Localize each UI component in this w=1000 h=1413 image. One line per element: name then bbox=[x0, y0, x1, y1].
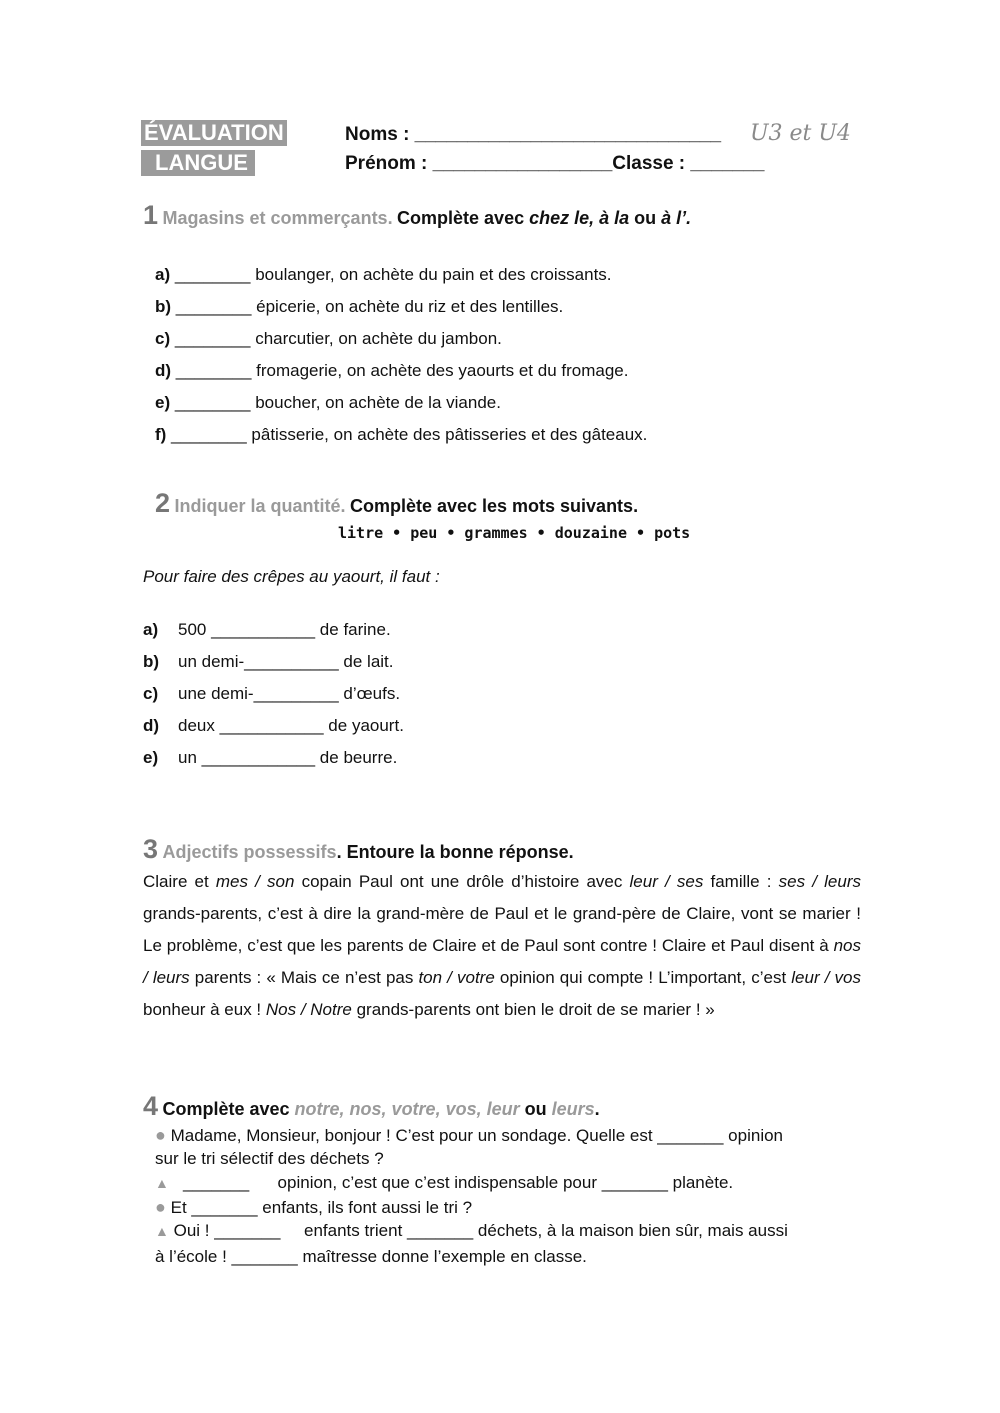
section2-heading bbox=[155, 488, 638, 519]
s4-line-text: à l’école ! _______ maîtresse donne l’exemple en classe. bbox=[155, 1247, 587, 1266]
s2-text-a: 500 ___________ de farine. bbox=[178, 620, 391, 639]
s4-line-4[interactable] bbox=[155, 1197, 472, 1218]
s3-choice-5[interactable]: ton / votre bbox=[418, 968, 495, 987]
s4-line-text: sur le tri sélectif des déchets ? bbox=[155, 1149, 384, 1168]
triangle-bullet-icon: ▲ bbox=[155, 1175, 169, 1191]
s1-item-b[interactable] bbox=[155, 297, 563, 317]
section2-instruction: Complète avec les mots suivants. bbox=[349, 496, 639, 516]
s4-or: ou bbox=[519, 1099, 552, 1119]
s4-line-text: Madame, Monsieur, bonjour ! C’est pour un sondage. Quelle est _______ opinion bbox=[170, 1126, 784, 1145]
s2-text-b: un demi-__________ de lait. bbox=[178, 652, 394, 671]
s3-choice-1[interactable]: mes / son bbox=[215, 872, 295, 891]
s3-text: parents : « Mais ce n’est pas bbox=[189, 968, 419, 987]
s1-item-e[interactable] bbox=[155, 393, 501, 413]
s2-item-d[interactable] bbox=[143, 716, 404, 736]
s1-inst-last: à l’. bbox=[661, 208, 692, 228]
circle-bullet-icon: ● bbox=[155, 1197, 166, 1217]
s1-text-a: ________ boulanger, on achète du pain et des croissants. bbox=[170, 265, 612, 284]
prenom-label: Prénom : _________________ bbox=[345, 153, 613, 174]
s4-line-6[interactable] bbox=[155, 1247, 587, 1267]
section1-title: Magasins et commerçants. bbox=[162, 208, 393, 228]
s1-text-c: ________ charcutier, on achète du jambon. bbox=[170, 329, 502, 348]
s1-inst-prefix: Complète avec bbox=[397, 208, 530, 228]
unit-note: U3 et U4 bbox=[750, 121, 851, 146]
s1-label-d: d) bbox=[155, 361, 172, 380]
s2-label-c: c) bbox=[143, 684, 159, 703]
s1-label-b: b) bbox=[155, 297, 172, 316]
s2-text-c: une demi-_________ d’œufs. bbox=[178, 684, 401, 703]
prenom-field[interactable] bbox=[345, 153, 764, 175]
s3-text: Claire et bbox=[143, 872, 216, 891]
section1-heading bbox=[143, 200, 691, 231]
s1-text-b: ________ épicerie, on achète du riz et des lentilles. bbox=[171, 297, 564, 316]
s2-text-d: deux ___________ de yaourt. bbox=[178, 716, 404, 735]
section3-number: 3 bbox=[143, 834, 159, 864]
s3-choice-3[interactable]: ses / leurs bbox=[778, 872, 861, 891]
s1-text-d: ________ fromagerie, on achète des yaourts et du fromage. bbox=[171, 361, 629, 380]
section2-intro: Pour faire des crêpes au yaourt, il faut : bbox=[143, 567, 440, 586]
s2-item-e[interactable] bbox=[143, 748, 397, 768]
s3-text: opinion qui compte ! L’important, c’est bbox=[494, 968, 792, 987]
s4-line-text: Oui ! _______ enfants trient _______ déchets, à la maison bien sûr, mais aussi bbox=[173, 1221, 788, 1240]
s3-choice-6[interactable]: leur / vos bbox=[791, 968, 861, 987]
s4-inst-prefix: Complète avec bbox=[162, 1099, 295, 1119]
s2-label-a: a) bbox=[143, 620, 159, 639]
s4-line-3[interactable] bbox=[155, 1173, 733, 1193]
word-bank: litre • peu • grammes • douzaine • pots bbox=[338, 524, 691, 542]
triangle-bullet-icon: ▲ bbox=[155, 1223, 169, 1239]
section3-instruction: . Entoure la bonne réponse. bbox=[336, 842, 574, 862]
s1-item-a[interactable] bbox=[155, 265, 612, 285]
s3-text: bonheur à eux ! bbox=[143, 1000, 266, 1019]
noms-field[interactable]: Noms : _____________________________ bbox=[345, 124, 722, 145]
s4-options: notre, nos, votre, vos, leur bbox=[294, 1099, 520, 1119]
section1-number: 1 bbox=[143, 200, 159, 230]
classe-label: Classe : _______ bbox=[612, 153, 765, 174]
s1-label-e: e) bbox=[155, 393, 171, 412]
s4-line-1[interactable] bbox=[155, 1125, 783, 1146]
section4-instruction bbox=[162, 1099, 599, 1119]
s2-item-a[interactable] bbox=[143, 620, 391, 640]
s2-label-b: b) bbox=[143, 652, 160, 671]
section2-title: Indiquer la quantité. bbox=[174, 496, 346, 516]
s2-label-d: d) bbox=[143, 716, 160, 735]
evaluation-badge bbox=[141, 120, 287, 146]
s1-item-f[interactable] bbox=[155, 425, 647, 445]
s3-choice-2[interactable]: leur / ses bbox=[629, 872, 704, 891]
s1-label-a: a) bbox=[155, 265, 171, 284]
s1-label-c: c) bbox=[155, 329, 171, 348]
s3-text: copain Paul ont une drôle d’histoire avec bbox=[294, 872, 630, 891]
s4-line-text: _______ opinion, c’est que c’est indispensable pour _______ planète. bbox=[173, 1173, 734, 1192]
s2-label-e: e) bbox=[143, 748, 159, 767]
s2-text-e: un ____________ de beurre. bbox=[178, 748, 398, 767]
langue-badge bbox=[141, 150, 255, 176]
s4-line-text: Et _______ enfants, ils font aussi le tri ? bbox=[170, 1198, 473, 1217]
section1-instruction bbox=[397, 208, 691, 228]
circle-bullet-icon: ● bbox=[155, 1125, 166, 1145]
s1-text-f: ________ pâtisserie, on achète des pâtisseries et des gâteaux. bbox=[166, 425, 648, 444]
s1-label-f: f) bbox=[155, 425, 167, 444]
s4-period: . bbox=[594, 1099, 600, 1119]
badge-line2: LANGUE bbox=[155, 150, 248, 175]
section3-paragraph bbox=[143, 866, 861, 1026]
s1-inst-options: chez le, à la bbox=[529, 208, 630, 228]
s3-choice-7[interactable]: Nos / Notre bbox=[265, 1000, 352, 1019]
s2-item-c[interactable] bbox=[143, 684, 400, 704]
section3-heading bbox=[143, 834, 574, 865]
s4-line-2 bbox=[155, 1149, 384, 1169]
section4-number: 4 bbox=[143, 1091, 159, 1121]
s1-item-c[interactable] bbox=[155, 329, 502, 349]
s4-last: leurs bbox=[551, 1099, 595, 1119]
section2-number: 2 bbox=[155, 488, 171, 518]
s3-choice-4[interactable]: nos / leurs bbox=[143, 936, 861, 987]
s4-line-5[interactable] bbox=[155, 1221, 788, 1241]
s1-inst-or: ou bbox=[629, 208, 662, 228]
s1-text-e: ________ boucher, on achète de la viande. bbox=[170, 393, 501, 412]
section4-heading bbox=[143, 1091, 600, 1122]
section3-title: Adjectifs possessifs bbox=[162, 842, 337, 862]
s3-text: grands-parents ont bien le droit de se marier ! » bbox=[351, 1000, 715, 1019]
s2-item-b[interactable] bbox=[143, 652, 394, 672]
s3-text: famille : bbox=[703, 872, 779, 891]
badge-line1: ÉVALUATION bbox=[144, 120, 284, 145]
s3-text: grands-parents, c’est à dire la grand-mère de Paul et le grand-père de Claire, vont se marier ! Le problème, c’est que les parents de Claire et de Paul sont contre ! Claire et Paul disent à bbox=[143, 904, 861, 955]
s1-item-d[interactable] bbox=[155, 361, 628, 381]
